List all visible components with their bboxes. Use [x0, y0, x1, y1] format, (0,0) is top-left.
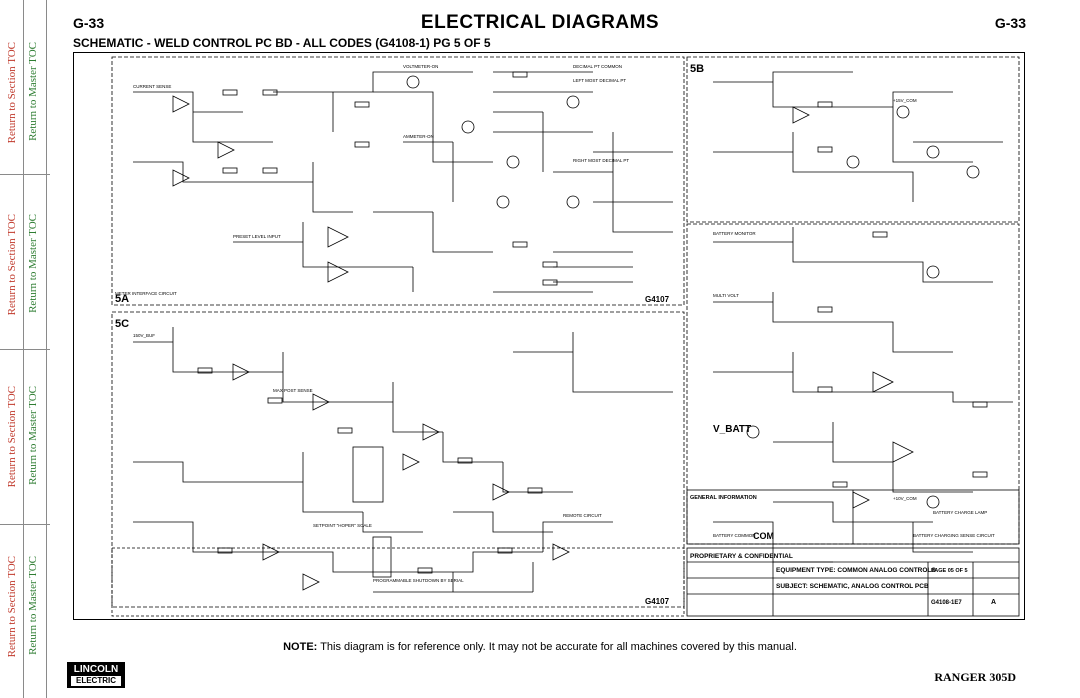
return-to-master-toc-link[interactable]: Return to Master TOC [27, 214, 39, 313]
note-prefix: NOTE: [283, 641, 318, 653]
return-to-master-toc-link[interactable]: Return to Master TOC [27, 42, 39, 141]
note-text: This diagram is for reference only. It may not be accurate for all machines covered by this manual. [320, 641, 797, 653]
document-number: G4108-1E7 [931, 600, 962, 606]
label-remote-circuit: REMOTE CIRCUIT [563, 513, 602, 518]
label-max-post-sense: MAX POST SENSE [273, 388, 313, 393]
section-label-5c: 5C [115, 318, 130, 330]
label-charging-sense: BATTERY CHARGING SENSE CIRCUIT [913, 533, 995, 538]
page-of: PAGE 05 OF 5 [931, 568, 968, 574]
toc-sidebar [0, 0, 50, 698]
section-label-5b: 5B [690, 63, 705, 75]
model-name: RANGER 305D [934, 670, 1016, 684]
return-to-section-toc-link[interactable]: Return to Section TOC [6, 386, 18, 488]
label-setpoint-scale: SETPOINT "HOPER" SCALE [313, 523, 372, 528]
subject: SUBJECT: SCHEMATIC, ANALOG CONTROL PCB [776, 583, 929, 590]
label-battery-charge-lamp: BATTERY CHARGE LAMP [933, 510, 988, 515]
return-to-section-toc-link[interactable]: Return to Section TOC [6, 42, 18, 144]
label-ammeter-on: AMMETER-ON [403, 134, 434, 139]
title-block-header: PROPRIETARY & CONFIDENTIAL [690, 553, 793, 560]
return-to-master-toc-link[interactable]: Return to Master TOC [27, 556, 39, 655]
sidebar-separator [0, 349, 50, 350]
page-title: ELECTRICAL DIAGRAMS [420, 12, 660, 33]
schematic-subtitle: SCHEMATIC - WELD CONTROL PC BD - ALL CODES (G4108-1) PG 5 OF 5 [73, 36, 491, 50]
page-number-left: G-33 [73, 15, 105, 31]
drawing-number-a: G4107 [645, 295, 670, 304]
label-left-decimal: LEFT MOST DECIMAL PT [573, 78, 627, 83]
label-meter-interface: METER INTERFACE CIRCUIT [115, 291, 177, 296]
section-label-5a: 5A [115, 293, 130, 305]
equipment-type: EQUIPMENT TYPE: COMMON ANALOG CONTROLS [776, 567, 936, 574]
lincoln-electric-logo [67, 662, 125, 688]
label-150v-buf: 150V_BUF [133, 333, 156, 338]
schematic-diagram [73, 52, 1025, 620]
label-multi-volt: MULTI VOLT [713, 293, 739, 298]
label-battery-common: BATTERY COMMON [713, 533, 756, 538]
return-to-section-toc-link[interactable]: Return to Section TOC [6, 556, 18, 658]
sidebar-separator [0, 174, 50, 175]
label-10v-com: +10V_COM [893, 496, 917, 501]
logo-bottom-text: ELECTRIC [71, 676, 121, 686]
return-to-master-toc-link[interactable]: Return to Master TOC [27, 386, 39, 485]
label-programmable-shutdown: PROGRAMMABLE SHUTDOWN BY SERIAL [373, 578, 464, 583]
page-number-right: G-33 [994, 15, 1026, 31]
label-voltmeter-on: VOLTMETER-ON [403, 64, 439, 69]
label-right-decimal: RIGHT MOST DECIMAL PT [573, 158, 630, 163]
label-preset-level: PRESET LEVEL INPUT [233, 234, 281, 239]
label-decimal-common: DECIMAL PT COMMON [573, 64, 623, 69]
drawing-number-c: G4107 [645, 597, 670, 606]
revision: A [991, 599, 997, 606]
sidebar-separator [0, 524, 50, 525]
label-current-sense: CURRENT SENSE [133, 84, 172, 89]
vbatt-label: V_BATT [713, 424, 752, 435]
return-to-section-toc-link[interactable]: Return to Section TOC [6, 214, 18, 316]
general-info-header: GENERAL INFORMATION [690, 495, 757, 501]
label-15v-com: +15V_COM [893, 98, 917, 103]
label-battery-monitor: BATTERY MONITOR [713, 231, 756, 236]
com-label: COM [753, 531, 774, 541]
logo-top-text: LINCOLN [73, 664, 119, 675]
reference-note [0, 641, 1080, 653]
